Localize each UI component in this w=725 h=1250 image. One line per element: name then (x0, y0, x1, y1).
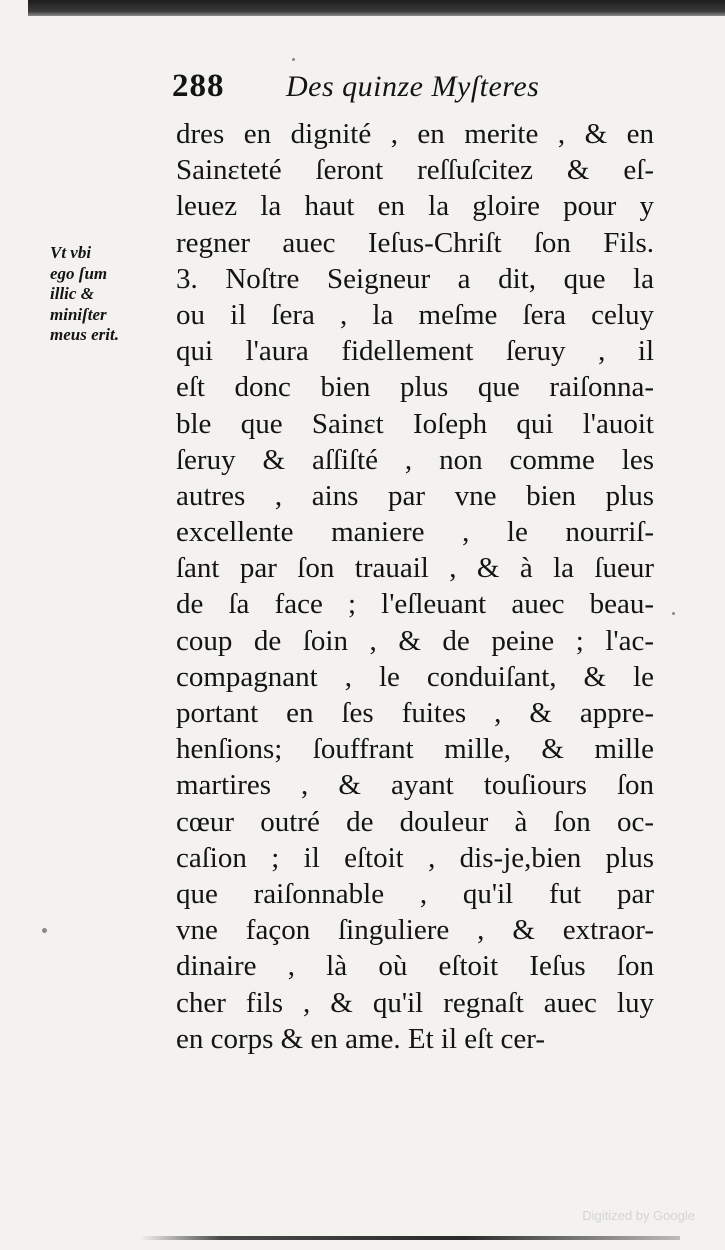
text-line: compagnant , le conduiſant, & le (176, 660, 654, 693)
text-line: eſt donc bien plus que raiſonna- (176, 371, 654, 404)
text-line: coup de ſoin , & de peine ; l'ac- (176, 624, 654, 657)
margin-note-line: miniſter (50, 304, 107, 324)
paper-speck (672, 612, 675, 615)
body-text (176, 116, 654, 1057)
watermark: Digitized by Google (582, 1208, 695, 1223)
text-line: regner auec Ieſus-Chriſt ſon Fils. (176, 226, 654, 259)
running-title: Des quinze Myſteres (286, 70, 540, 103)
text-line: ou il ſera , la meſme ſera celuy (176, 298, 654, 331)
margin-note-line: meus erit. (50, 325, 119, 344)
page-number: 288 (172, 68, 225, 104)
text-line: dres en dignité , en merite , & en (176, 118, 654, 150)
margin-note (50, 243, 170, 346)
text-line: martires , & ayant touſiours ſon (176, 769, 654, 802)
text-line: 3. Noſtre Seigneur a dit, que la (176, 262, 654, 295)
text-line: excellente maniere , le nourriſ- (176, 516, 654, 549)
text-line: qui l'aura fidellement ſeruy , il (176, 335, 654, 368)
text-line: autres , ains par vne bien plus (176, 479, 654, 512)
page-header (172, 68, 592, 112)
scan-top-edge (28, 0, 725, 16)
text-line: Sainɛteté ſeront reſſuſcitez & eſ- (176, 154, 654, 187)
margin-note-line: Vt vbi (50, 243, 92, 262)
text-line: caſion ; il eſtoit , dis-je,bien plus (176, 841, 654, 874)
text-line: henſions; ſouffrant mille, & mille (176, 733, 654, 766)
text-line: en corps & en ame. Et il eſt cer- (176, 1022, 546, 1055)
text-line: vne façon ſinguliere , & extraor- (176, 914, 654, 947)
text-line: cœur outré de douleur à ſon oc- (176, 805, 654, 838)
text-line: portant en ſes fuites , & appre- (176, 697, 654, 729)
scan-bottom-edge (140, 1236, 680, 1240)
text-line: ſant par ſon trauail , & à la ſueur (176, 552, 654, 585)
text-line: ble que Sainɛt Ioſeph qui l'auoit (176, 407, 654, 440)
text-line: leuez la haut en la gloire pour y (176, 190, 654, 223)
text-line: cher fils , & qu'il regnaſt auec luy (176, 986, 654, 1019)
paper-speck (42, 928, 47, 933)
text-line: que raiſonnable , qu'il fut par (176, 877, 654, 910)
paper-speck (292, 58, 295, 61)
text-line: dinaire , là où eſtoit Ieſus ſon (176, 950, 654, 983)
margin-note-line: illic & (50, 284, 94, 303)
margin-note-line: ego ſum (50, 263, 108, 283)
text-line: ſeruy & aſſiſté , non comme les (176, 443, 654, 476)
text-line: de ſa face ; l'eſleuant auec beau- (176, 588, 654, 621)
